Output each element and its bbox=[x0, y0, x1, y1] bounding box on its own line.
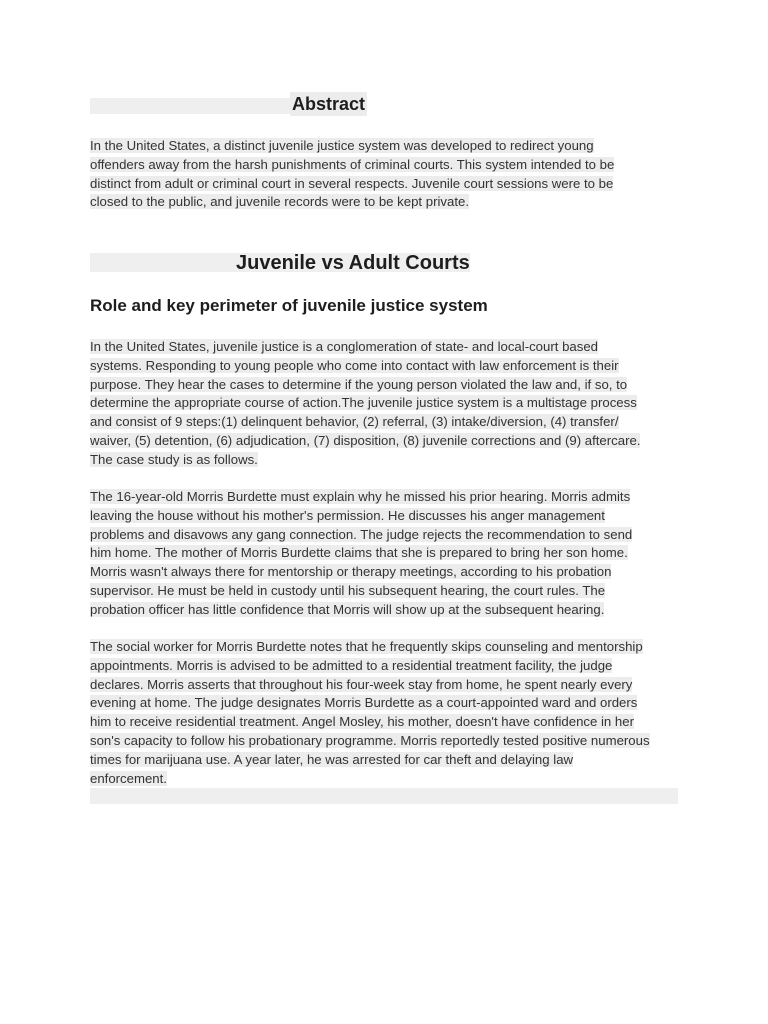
body-paragraph-3 bbox=[90, 638, 650, 788]
text-line: The case study is as follows. bbox=[90, 451, 258, 467]
text-line: appointments. Morris is advised to be admitted to a residential treatment facility, the judge bbox=[90, 657, 613, 673]
text-line: probation officer has little confidence that Morris will show up at the subsequent hearing. bbox=[90, 601, 605, 617]
text-line: supervisor. He must be held in custody until his subsequent hearing, the court rules. The bbox=[90, 582, 606, 598]
text-line: closed to the public, and juvenile records were to be kept private. bbox=[90, 194, 469, 210]
text-line: In the United States, a distinct juvenile justice system was developed to redirect young bbox=[90, 138, 594, 153]
text-line: determine the appropriate course of action.The juvenile justice system is a multistage process bbox=[90, 395, 637, 411]
text-line: and consist of 9 steps:(1) delinquent behavior, (2) referral, (3) intake/diversion, (4) transfer/ bbox=[90, 414, 619, 430]
text-line: him to receive residential treatment. Angel Mosley, his mother, doesn't have confidence in her bbox=[90, 714, 634, 730]
abstract-heading: Abstract bbox=[292, 94, 366, 114]
text-line: systems. Responding to young people who come into contact with law enforcement is their bbox=[90, 357, 619, 373]
text-line: distinct from adult or criminal court in several respects. Juvenile court sessions were to be bbox=[90, 175, 614, 191]
text-line: The social worker for Morris Burdette notes that he frequently skips counseling and mentorship bbox=[90, 639, 643, 654]
section-heading: Juvenile vs Adult Courts bbox=[236, 252, 470, 274]
text-line: In the United States, juvenile justice is a conglomeration of state- and local-court based bbox=[90, 339, 599, 354]
text-line: offenders away from the harsh punishments of criminal courts. This system intended to be bbox=[90, 156, 615, 172]
text-line: Morris wasn't always there for mentorship or therapy meetings, according to his probation bbox=[90, 564, 612, 580]
text-line: enforcement. bbox=[90, 770, 167, 786]
abstract-paragraph bbox=[90, 137, 614, 212]
text-line: purpose. They hear the cases to determine if the young person violated the law and, if so, to bbox=[90, 376, 628, 392]
text-line: The 16-year-old Morris Burdette must explain why he missed his prior hearing. Morris admits bbox=[90, 489, 631, 504]
text-line: son's capacity to follow his probationary programme. Morris reportedly tested positive numerous bbox=[90, 732, 650, 748]
text-line: waiver, (5) detention, (6) adjudication, (7) disposition, (8) juvenile corrections and (9) aftercare. bbox=[90, 432, 641, 448]
text-line: declares. Morris asserts that throughout his four-week stay from home, he spent nearly every bbox=[90, 676, 633, 692]
text-line: him home. The mother of Morris Burdette claims that she is prepared to bring her son home. bbox=[90, 545, 628, 561]
text-line: times for marijuana use. A year later, he was arrested for car theft and delaying law bbox=[90, 751, 574, 767]
abstract-heading-shade bbox=[90, 98, 290, 114]
end-shade-bar bbox=[90, 788, 678, 804]
text-line: problems and disavows any gang connection. The judge rejects the recommendation to send bbox=[90, 526, 633, 542]
text-line: evening at home. The judge designates Morris Burdette as a court-appointed ward and orders bbox=[90, 695, 638, 711]
body-paragraph-1 bbox=[90, 338, 640, 470]
text-line: leaving the house without his mother's permission. He discusses his anger management bbox=[90, 507, 605, 523]
section-subheading: Role and key perimeter of juvenile justice system bbox=[90, 296, 488, 315]
body-paragraph-2 bbox=[90, 488, 632, 620]
